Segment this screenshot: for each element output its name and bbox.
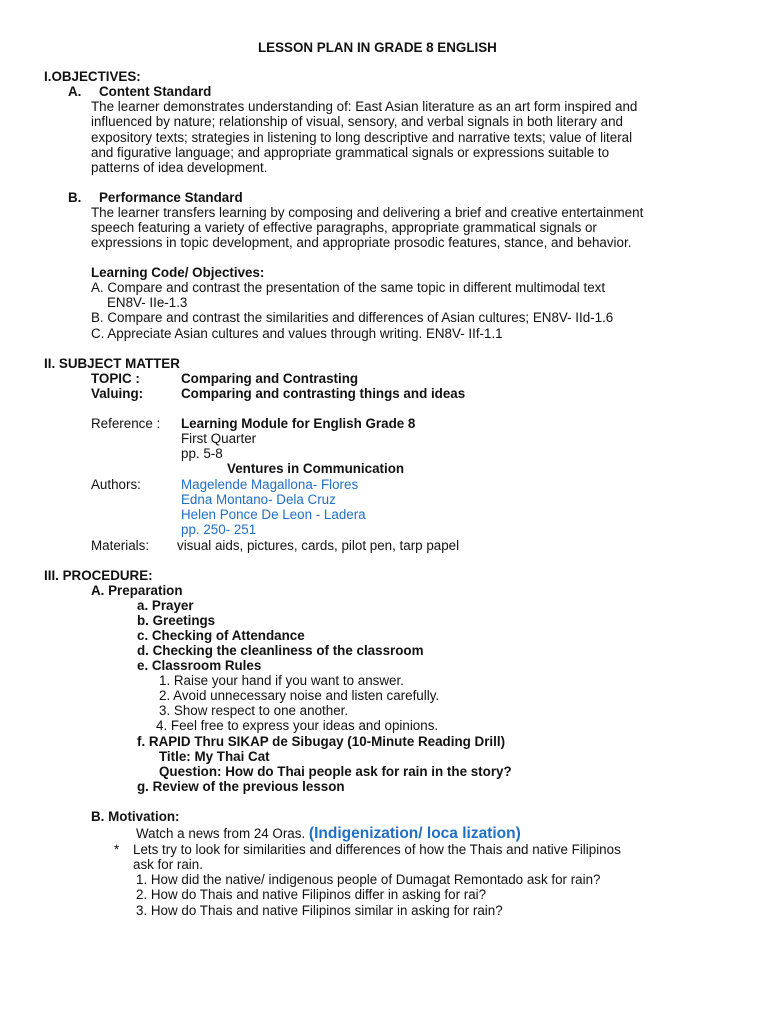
preparation-item: e. Classroom Rules (137, 658, 262, 673)
motivation-label: B. Motivation: (91, 809, 180, 824)
classroom-rule: 1. Raise your hand if you want to answer. (159, 673, 404, 688)
preparation-item: f. RAPID Thru SIKAP de Sibugay (10-Minute Reading Drill) (137, 734, 506, 749)
content-standard-line: influenced by nature; relationship of visual, sensory, and verbal signals in both literary and (91, 114, 623, 129)
performance-standard-line: The learner transfers learning by composing and delivering a brief and creative entertainment (91, 205, 644, 220)
valuing-value: Comparing and contrasting things and ideas (181, 386, 466, 401)
motivation-watch (136, 826, 521, 841)
preparation-label: A. Preparation (91, 583, 183, 598)
content-standard-line: The learner demonstrates understanding of: East Asian literature as an art form inspired and (91, 99, 638, 114)
reference-quarter: First Quarter (181, 431, 257, 446)
content-standard-label: Content Standard (99, 84, 212, 99)
classroom-rule: 2. Avoid unnecessary noise and listen carefully. (159, 688, 440, 703)
author-name: Magelende Magallona- Flores (181, 477, 359, 492)
reference-title: Learning Module for English Grade 8 (181, 416, 416, 431)
preparation-item: c. Checking of Attendance (137, 628, 305, 643)
learning-code-line: C. Appreciate Asian cultures and values through writing. EN8V- IIf-1.1 (91, 326, 503, 341)
learning-code-label: Learning Code/ Objectives: (91, 265, 265, 280)
preparation-item: d. Checking the cleanliness of the classroom (137, 643, 424, 658)
content-standard-line: expository texts; strategies in listening to long descriptive and narrative texts; value of literal (91, 130, 633, 145)
motivation-question: 3. How do Thais and native Filipinos similar in asking for rain? (136, 903, 503, 918)
performance-standard-line: speech featuring a variety of effective paragraphs, appropriate grammatical signals or (91, 220, 597, 235)
author-name: Edna Montano- Dela Cruz (181, 492, 336, 507)
procedure-heading: III. PROCEDURE: (44, 568, 153, 583)
author-name: Helen Ponce De Leon - Ladera (181, 507, 366, 522)
learning-code-line: B. Compare and contrast the similarities and differences of Asian cultures; EN8V- IId-1.6 (91, 310, 614, 325)
content-standard-line: and figurative language; and appropriate grammatical signals or expressions suitable to (91, 145, 610, 160)
motivation-question: 1. How did the native/ indigenous people of Dumagat Remontado ask for rain? (136, 872, 601, 887)
reading-drill-title: Title: My Thai Cat (159, 749, 270, 764)
subject-matter-heading: II. SUBJECT MATTER (44, 356, 180, 371)
motivation-watch-text: Watch a news from 24 Oras. (136, 826, 306, 841)
reading-drill-question: Question: How do Thai people ask for rain in the story? (159, 764, 512, 779)
motivation-bullet-line: ask for rain. (133, 857, 203, 872)
motivation-question: 2. How do Thais and native Filipinos differ in asking for rai? (136, 887, 487, 902)
content-standard-line: patterns of idea development. (91, 160, 268, 175)
classroom-rule: 3. Show respect to one another. (159, 703, 349, 718)
valuing-label: Valuing: (91, 386, 144, 401)
book-title: Ventures in Communication (227, 461, 405, 476)
performance-standard-letter: B. (68, 190, 82, 205)
performance-standard-line: expressions in topic development, and appropriate prosodic features, stance, and behavior. (91, 235, 632, 250)
classroom-rule: 4. Feel free to express your ideas and opinions. (156, 718, 439, 733)
reference-label: Reference : (91, 416, 161, 431)
content-standard-letter: A. (68, 84, 82, 99)
preparation-item: g. Review of the previous lesson (137, 779, 345, 794)
preparation-item: a. Prayer (137, 598, 194, 613)
topic-label: TOPIC : (91, 371, 140, 386)
learning-code-line: EN8V- IIe-1.3 (107, 295, 188, 310)
motivation-bullet-line: Lets try to look for similarities and differences of how the Thais and native Filipinos (133, 842, 621, 857)
materials-label: Materials: (91, 538, 150, 553)
author-pages: pp. 250- 251 (181, 522, 257, 537)
preparation-item: b. Greetings (137, 613, 216, 628)
motivation-highlight: (Indigenization/ loca lization) (308, 825, 521, 842)
learning-code-line: A. Compare and contrast the presentation of the same topic in different multimodal text (91, 280, 606, 295)
topic-value: Comparing and Contrasting (181, 371, 359, 386)
authors-label: Authors: (91, 477, 141, 492)
reference-pages: pp. 5-8 (181, 446, 223, 461)
bullet-icon: * (114, 842, 120, 857)
page-title: LESSON PLAN IN GRADE 8 ENGLISH (258, 40, 497, 55)
objectives-heading: I.OBJECTIVES: (44, 69, 141, 84)
performance-standard-label: Performance Standard (99, 190, 243, 205)
materials-value: visual aids, pictures, cards, pilot pen, tarp papel (177, 538, 460, 553)
